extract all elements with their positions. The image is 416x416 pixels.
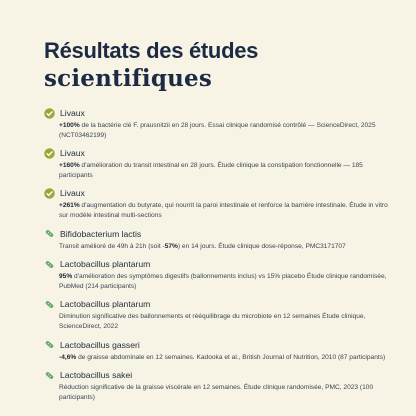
- study-description: [59, 161, 394, 180]
- check-circle-icon: [44, 148, 55, 159]
- page-subtitle: scientifiques: [44, 65, 213, 92]
- study-item-header: [44, 297, 394, 311]
- study-highlight-value: +261%: [59, 202, 80, 210]
- study-description: [59, 242, 394, 252]
- study-description-text: ) en 14 jours. Étude clinique dose-réponse, PMC3171707: [177, 242, 346, 250]
- study-item: [44, 106, 394, 140]
- study-product-name: Lactobacillus sakei: [60, 370, 133, 381]
- study-description-text: Réduction significative de la graisse viscérale en 12 semaines. Étude clinique randomisée, PMC, 2023 (100 participants): [59, 384, 374, 401]
- bacteria-icon: [44, 299, 55, 310]
- study-highlight-value: 57%: [164, 242, 178, 250]
- study-item: [44, 297, 394, 331]
- study-highlight-value: +160%: [59, 162, 80, 170]
- bacteria-icon: [44, 228, 55, 239]
- study-item-header: [44, 227, 394, 241]
- study-product-name: Lactobacillus plantarum: [60, 259, 151, 270]
- study-description-prefix: Transit amélioré de 49h à 21h (soit -: [59, 242, 165, 250]
- study-description-text: d'augmentation du butyrate, qui nourrit la paroi intestinale et renforce la barrière intestinale. Étude in vitro sur modèle intestinal multi-sections: [59, 202, 388, 219]
- study-item-header: [44, 106, 394, 120]
- bacteria-icon: [44, 370, 55, 381]
- bacteria-icon: [44, 259, 55, 270]
- study-highlight-value: +100%: [59, 122, 80, 129]
- study-item: [44, 257, 394, 291]
- study-item: [44, 146, 394, 180]
- check-circle-icon: [44, 188, 55, 199]
- study-product-name: Bifidobacterium lactis: [60, 228, 142, 239]
- study-product-name: Lactobacillus gasseri: [60, 339, 140, 350]
- study-item-header: [44, 368, 394, 382]
- study-item-header: [44, 257, 394, 271]
- page-title: Résultats des études: [44, 38, 259, 63]
- study-description: [59, 121, 394, 140]
- study-description: [59, 312, 394, 331]
- study-item-header: [44, 186, 394, 200]
- study-description-text: d'amélioration des symptômes digestifs (ballonnements inclus) vs 15% placebo Étude clinique randomisée, PubMed (214 participants): [59, 273, 387, 290]
- study-product-name: Livaux: [60, 108, 85, 118]
- study-list: [44, 106, 394, 408]
- check-circle-icon: [44, 108, 55, 119]
- study-item-header: [44, 338, 394, 352]
- study-description-text: de la bactérie clé F. prausnitzii en 28 jours. Essai clinique randomisé contrôlé — ScienceDirect, 2025 (NCT03462199): [59, 122, 376, 139]
- study-item: [44, 338, 394, 363]
- study-description: [59, 272, 394, 291]
- study-item: [44, 368, 394, 402]
- study-item-header: [44, 146, 394, 160]
- study-description-text: de graisse abdominale en 12 semaines. Kadooka et al., British Journal of Nutrition, 2010 (87 participants): [76, 353, 386, 361]
- bacteria-icon: [44, 339, 55, 350]
- study-item: [44, 227, 394, 252]
- study-product-name: Livaux: [60, 148, 85, 159]
- study-description: [59, 201, 394, 220]
- study-description-text: Diminution significative des ballonnements et rééquilibrage du microbiote en 12 semaines Étude clinique, ScienceDirect, 2022: [59, 313, 366, 330]
- study-description: [59, 353, 394, 363]
- study-product-name: Livaux: [60, 188, 85, 199]
- study-item: [44, 186, 394, 220]
- study-description-text: d'amélioration du transit intestinal en 28 jours. Étude clinique la constipation fonctionnelle — 185 participants: [59, 162, 363, 179]
- study-highlight-value: -4,6%: [59, 353, 77, 361]
- study-product-name: Lactobacillus plantarum: [60, 299, 151, 310]
- study-highlight-value: 95%: [59, 273, 73, 281]
- study-description: [59, 383, 394, 402]
